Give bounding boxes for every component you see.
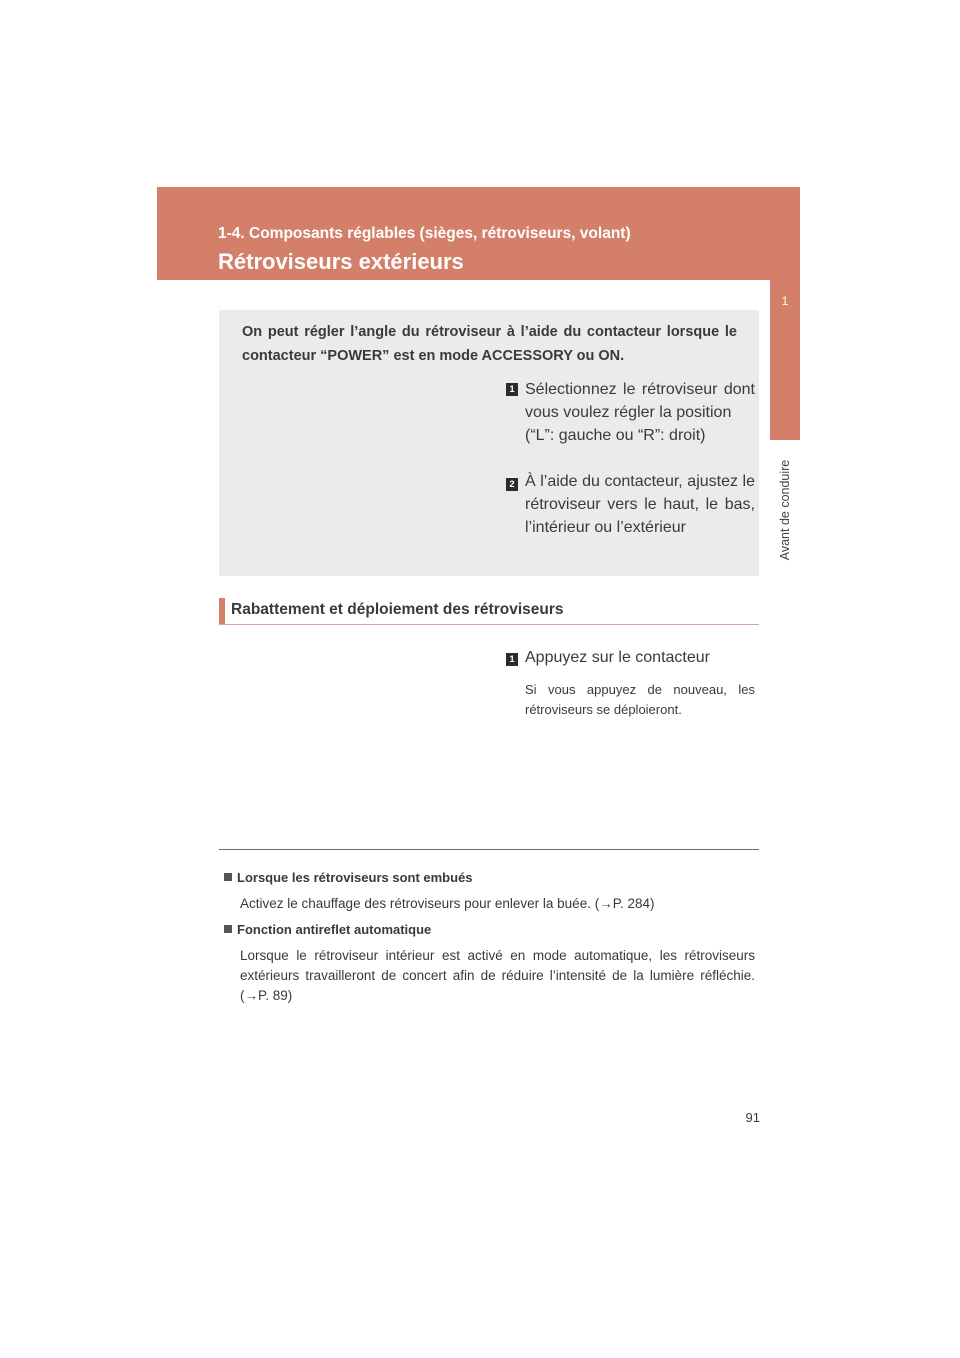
chapter-tab [770, 187, 800, 440]
intro-step-2-text: À l’aide du contacteur, ajustez le rétroviseur vers le haut, le bas, l’intérieur ou l’extérieur [525, 473, 755, 536]
intro-step-1 [525, 378, 755, 447]
fold-step-text: Appuyez sur le contacteur [525, 649, 710, 666]
intro-step-2 [525, 470, 755, 539]
chapter-number: 1 [781, 294, 789, 308]
bullet-square-icon [224, 873, 232, 881]
note-title-2 [224, 922, 431, 937]
section-label: 1-4. Composants réglables (sièges, rétroviseurs, volant) [218, 225, 631, 242]
intro-step-1-text: Sélectionnez le rétroviseur dont vous voulez régler la position [525, 381, 755, 421]
intro-text: On peut régler l’angle du rétroviseur à l’aide du contacteur lorsque le contacteur “POWER” est en mode ACCESSORY ou ON. [242, 324, 737, 364]
step-badge-2: 2 [506, 478, 518, 491]
note-title-1-text: Lorsque les rétroviseurs sont embués [237, 870, 473, 885]
fold-step-badge: 1 [506, 653, 518, 666]
bullet-square-icon [224, 925, 232, 933]
subheading-bar [219, 598, 759, 625]
section-divider [219, 849, 759, 850]
page-number: 91 [745, 1110, 760, 1125]
chapter-label: Avant de conduire [778, 459, 792, 561]
note-title-2-text: Fonction antireflet automatique [237, 922, 432, 937]
intro-step-1-subtext: (“L”: gauche ou “R”: droit) [525, 427, 706, 444]
note-title-1 [224, 870, 473, 885]
fold-note: Si vous appuyez de nouveau, les rétroviseurs se déploieront. [525, 682, 755, 717]
note-body-2: Lorsque le rétroviseur intérieur est activé en mode automatique, les rétroviseurs extérieurs travailleront de concert afin de réduire l’intensité de la lumière réfléchie. (→P. 89) [240, 948, 755, 1003]
subheading-accent [219, 598, 225, 624]
page-title: Rétroviseurs extérieurs [218, 249, 464, 274]
step-badge-1: 1 [506, 383, 518, 396]
note-body-1: Activez le chauffage des rétroviseurs pour enlever la buée. (→P. 284) [240, 896, 655, 911]
subheading-text: Rabattement et déploiement des rétroviseurs [231, 601, 564, 618]
